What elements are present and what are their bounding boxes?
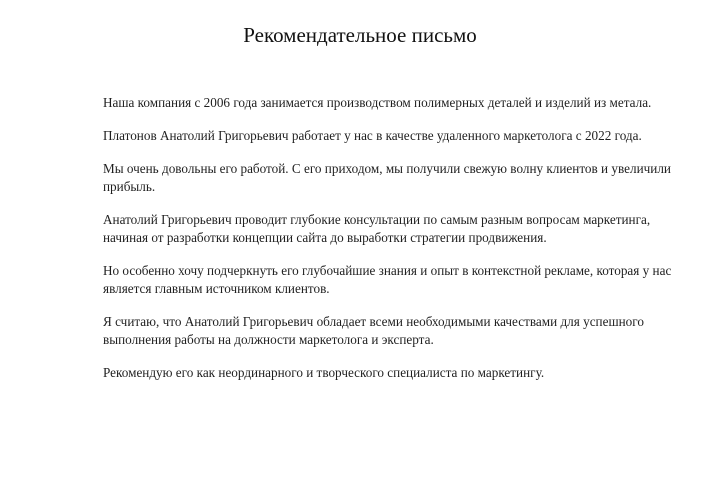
paragraph-qualities: Я считаю, что Анатолий Григорьевич обладает всеми необходимыми качествами для успешного выполнения работы на должности маркетолога и эксперта. xyxy=(103,314,644,347)
paragraph-recommendation: Рекомендую его как неординарного и творческого специалиста по маркетингу. xyxy=(103,365,545,380)
paragraph-company-intro: Наша компания с 2006 года занимается производством полимерных деталей и изделий из метала. xyxy=(103,95,652,110)
document-title: Рекомендательное письмо xyxy=(243,23,477,47)
paragraph-context-ads: Но особенно хочу подчеркнуть его глубочайшие знания и опыт в контекстной рекламе, которая у нас является главным источником клиентов. xyxy=(103,263,672,296)
paragraph-consulting: Анатолий Григорьевич проводит глубокие консультации по самым разным вопросам маркетинга, начиная от разработки концепции сайта до выработки стратегии продвижения. xyxy=(103,212,651,245)
paragraph-satisfaction: Мы очень довольны его работой. С его приходом, мы получили свежую волну клиентов и увеличили прибыль. xyxy=(103,161,671,194)
paragraph-employment: Платонов Анатолий Григорьевич работает у нас в качестве удаленного маркетолога с 2022 года. xyxy=(103,128,642,143)
letter-body xyxy=(103,94,678,397)
